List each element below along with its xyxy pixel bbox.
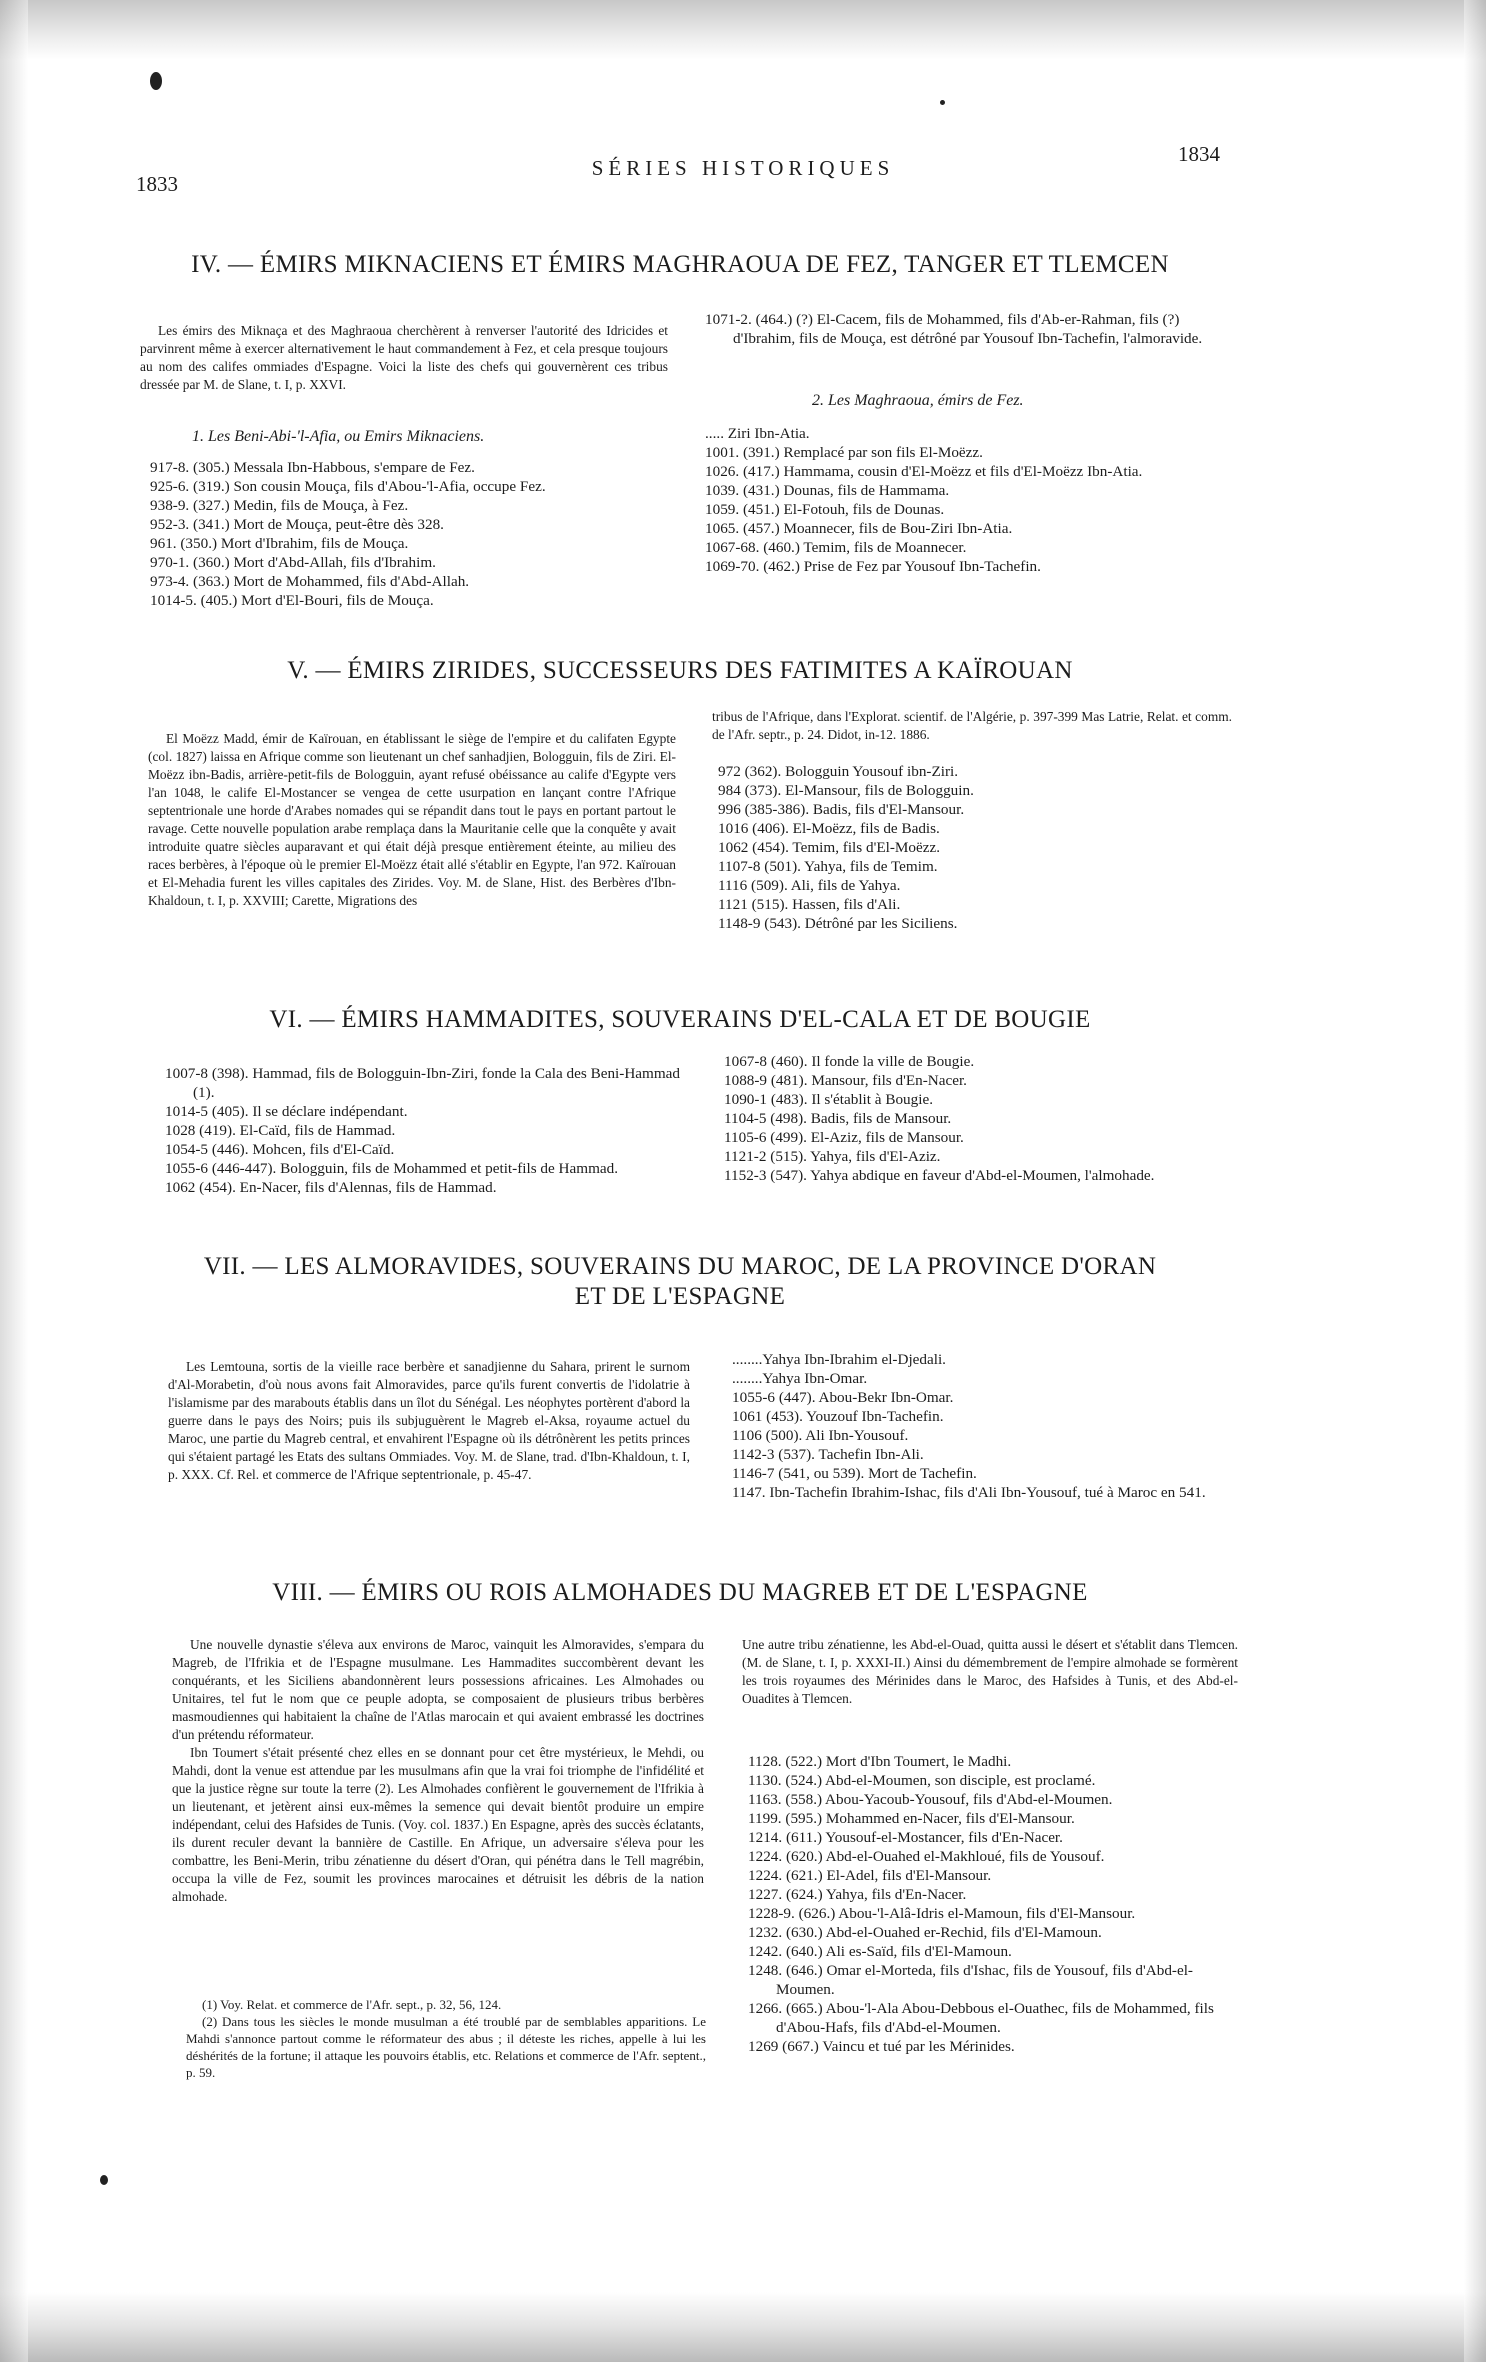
section-8-intro-right-text: Une autre tribu zénatienne, les Abd-el-Ouad, quitta aussi le désert et s'établit dans Tlemcen. (M. de Slane, t. I, p. XXXI-II.) Ainsi du démembrement de l'empire almohade se formèrent les trois royaumes des Mérinides dans le Maroc, des Hafsides à Tunis, et des Abd-el-Ouadites à Tlemcen.	[742, 1637, 1238, 1706]
list-item: 1248. (646.) Omar el-Morteda, fils d'Ishac, fils de Yousouf, fils d'Abd-el-Moumen.	[748, 1962, 1193, 1998]
section-4-list-1	[150, 458, 670, 610]
list-item: 1224. (621.) El-Adel, fils d'El-Mansour.	[748, 1867, 992, 1884]
list-item: 1224. (620.) Abd-el-Ouahed el-Makhloué, fils de Yousouf.	[748, 1848, 1105, 1865]
section-8-title: VIII. — ÉMIRS OU ROIS ALMOHADES DU MAGREB ET DE L'ESPAGNE	[272, 1579, 1088, 1606]
section-5-intro	[148, 730, 676, 910]
list-item: 938-9. (327.) Medin, fils de Mouça, à Fez.	[150, 497, 409, 514]
list-item: 1016 (406). El-Moëzz, fils de Badis.	[718, 820, 940, 837]
list-item: 1142-3 (537). Tachefin Ibn-Ali.	[732, 1446, 924, 1463]
ink-blot	[940, 100, 945, 105]
running-title: SÉRIES HISTORIQUES	[591, 156, 895, 180]
list-item: 1146-7 (541, ou 539). Mort de Tachefin.	[732, 1465, 977, 1482]
list-item: 1062 (454). Temim, fils d'El-Moëzz.	[718, 839, 940, 856]
list-item: 1104-5 (498). Badis, fils de Mansour.	[724, 1110, 952, 1127]
section-6-title: VI. — ÉMIRS HAMMADITES, SOUVERAINS D'EL-CALA ET DE BOUGIE	[269, 1006, 1091, 1033]
list-item: 984 (373). El-Mansour, fils de Bologguin.	[718, 782, 974, 799]
list-item: 1242. (640.) Ali es-Saïd, fils d'El-Mamoun.	[748, 1943, 1012, 1960]
list-item: 1199. (595.) Mohammed en-Nacer, fils d'El-Mansour.	[748, 1810, 1075, 1827]
section-4-intro-text: Les émirs des Miknaça et des Maghraoua cherchèrent à renverser l'autorité des Idricides et parvinrent même à exercer alternativement le haut commandement à Fez, et cela presque toujours au nom des califes ommiades d'Espagne. Voici la liste des chefs qui gouvernèrent ces tribus dressée par M. de Slane, t. I, p. XXVI.	[140, 323, 668, 392]
section-8-intro-paragraph-1: Une nouvelle dynastie s'éleva aux environs de Maroc, vainquit les Almoravides, s'empara du Magreb, de l'Ifrikia et de l'Espagne musulmane. Les Hammadites succombèrent devant les conquérants, et les Siciliens abandonnèrent leurs possessions africaines. Les Almohades ou Unitaires, tel fut le nom que ce peuple adopta, se composaient de plusieurs tribus berbères masmoudiennes qui habitaient la chaîne de l'Atlas marocain et qui avaient embrassé les doctrines d'un prétendu réformateur.	[172, 1637, 704, 1742]
section-4-subheading-1: 1. Les Beni-Abi-'l-Afia, ou Emirs Miknaciens.	[192, 428, 485, 445]
list-item: 1054-5 (446). Mohcen, fils d'El-Caïd.	[165, 1141, 395, 1158]
list-item: 1055-6 (447). Abou-Bekr Ibn-Omar.	[732, 1389, 954, 1406]
footnote-2: (2) Dans tous les siècles le monde musulman a été troublé par de semblables apparitions. Le Mahdi s'annonce partout comme le réformateur des abus ; il déteste les riches, appelle à lui les déshérités de la fortune; il attaque les pouvoirs établis, etc. Relations et commerce de l'Afr. septent., p. 59.	[186, 2014, 706, 2080]
section-7-intro	[168, 1358, 690, 1484]
list-item: 1014-5 (405). Il se déclare indépendant.	[165, 1103, 408, 1120]
section-4-list-2	[705, 424, 1225, 576]
ink-blot	[150, 72, 162, 90]
scan-noise-right	[1464, 0, 1486, 2362]
section-4-intro	[140, 322, 668, 394]
list-item: 1055-6 (446-447). Bologguin, fils de Mohammed et petit-fils de Hammad.	[165, 1160, 619, 1177]
list-item: 1007-8 (398). Hammad, fils de Bologguin-Ibn-Ziri, fonde la Cala des Beni-Hammad (1).	[165, 1065, 680, 1101]
list-item: 996 (385-386). Badis, fils d'El-Mansour.	[718, 801, 965, 818]
list-item: 1121-2 (515). Yahya, fils d'El-Aziz.	[724, 1148, 941, 1165]
list-item: 1065. (457.) Moannecer, fils de Bou-Ziri Ibn-Atia.	[705, 520, 1013, 537]
list-item: 1121 (515). Hassen, fils d'Ali.	[718, 896, 901, 913]
list-item: 1148-9 (543). Détrôné par les Siciliens.	[718, 915, 958, 932]
list-item: 917-8. (305.) Messala Ibn-Habbous, s'empare de Fez.	[150, 459, 475, 476]
section-7-title-line-2: ET DE L'ESPAGNE	[574, 1283, 786, 1310]
list-item: 1232. (630.) Abd-el-Ouahed er-Rechid, fils d'El-Mamoun.	[748, 1924, 1102, 1941]
list-item: 1214. (611.) Yousouf-el-Mostancer, fils d'En-Nacer.	[748, 1829, 1063, 1846]
list-item: 1128. (522.) Mort d'Ibn Toumert, le Madhi.	[748, 1753, 1012, 1770]
right-column-number: 1834	[1178, 142, 1220, 166]
list-item: 970-1. (360.) Mort d'Abd-Allah, fils d'Ibrahim.	[150, 554, 436, 571]
section-7-title-line-1: VII. — LES ALMORAVIDES, SOUVERAINS DU MAROC, DE LA PROVINCE D'ORAN	[203, 1253, 1157, 1280]
list-item: ........Yahya Ibn-Omar.	[732, 1370, 868, 1387]
list-item: 1266. (665.) Abou-'l-Ala Abou-Debbous el-Ouathec, fils de Mohammed, fils d'Abou-Hafs, fils d'Abd-el-Moumen.	[748, 2000, 1214, 2036]
section-5-title: V. — ÉMIRS ZIRIDES, SUCCESSEURS DES FATIMITES A KAÏROUAN	[287, 657, 1073, 684]
list-item: 1088-9 (481). Mansour, fils d'En-Nacer.	[724, 1072, 967, 1089]
list-item: 1014-5. (405.) Mort d'El-Bouri, fils de Mouça.	[150, 592, 434, 609]
list-item: 973-4. (363.) Mort de Mohammed, fils d'Abd-Allah.	[150, 573, 470, 590]
list-item: 1147. Ibn-Tachefin Ibrahim-Ishac, fils d'Ali Ibn-Yousouf, tué à Maroc en 541.	[732, 1484, 1206, 1501]
list-item: 1067-68. (460.) Temim, fils de Moannecer.	[705, 539, 967, 556]
section-8-list	[748, 1752, 1238, 2056]
list-item: 1227. (624.) Yahya, fils d'En-Nacer.	[748, 1886, 967, 1903]
section-5-list	[718, 762, 1228, 933]
list-item: ........Yahya Ibn-Ibrahim el-Djedali.	[732, 1351, 946, 1368]
list-item: ..... Ziri Ibn-Atia.	[705, 425, 810, 442]
scan-noise-left	[0, 0, 28, 2362]
list-item: 925-6. (319.) Son cousin Mouça, fils d'Abou-'l-Afia, occupe Fez.	[150, 478, 546, 495]
list-item: 1228-9. (626.) Abou-'l-Alâ-Idris el-Mamoun, fils d'El-Mansour.	[748, 1905, 1136, 1922]
section-5-intro-continued	[712, 708, 1232, 744]
footnote-1: (1) Voy. Relat. et commerce de l'Afr. sept., p. 32, 56, 124.	[202, 1997, 502, 2012]
section-6-list-right	[724, 1052, 1234, 1185]
ink-blot	[100, 2175, 108, 2185]
list-item: 952-3. (341.) Mort de Mouça, peut-être dès 328.	[150, 516, 444, 533]
list-item: 1269 (667.) Vaincu et tué par les Mérinides.	[748, 2038, 1015, 2055]
list-item: 1059. (451.) El-Fotouh, fils de Dounas.	[705, 501, 945, 518]
section-6-list-left	[165, 1064, 685, 1197]
scan-noise-bottom	[0, 2292, 1486, 2362]
section-4-title: IV. — ÉMIRS MIKNACIENS ET ÉMIRS MAGHRAOUA DE FEZ, TANGER ET TLEMCEN	[191, 251, 1169, 278]
list-item: 1001. (391.) Remplacé par son fils El-Moëzz.	[705, 444, 983, 461]
list-item: 1071-2. (464.) (?) El-Cacem, fils de Mohammed, fils d'Ab-er-Rahman, fils (?) d'Ibrahim, fils de Mouça, est détrôné par Yousouf Ibn-Tachefin, l'almoravide.	[705, 311, 1203, 347]
section-8-intro	[172, 1636, 704, 1906]
section-4-list-1-continued	[705, 310, 1225, 348]
list-item: 1163. (558.) Abou-Yacoub-Yousouf, fils d'Abd-el-Moumen.	[748, 1791, 1113, 1808]
section-7-title	[130, 1252, 1230, 1312]
section-5-intro-text: El Moëzz Madd, émir de Kaïrouan, en établissant le siège de l'empire et du califaten Egypte (col. 1827) laissa en Afrique comme son lieutenant un chef sanhadjien, Bologguin, fils de Ziri. El-Moëzz ibn-Badis, arrière-petit-fils de Bologguin, ayant refusé obéissance au calife d'Egypte vers l'an 1048, le calife El-Mostancer se vengea de cette usurpation en lançant contre l'Afrique septentrionale une horde d'Arabes nomades qui se répandit dans tout le pays en portant partout le ravage. Cette nouvelle population arabe remplaça dans la Mauritanie celle que la conquête y avait introduite quatre siècles auparavant et qui était déjà presque entièrement éteinte, au milieu des races berbères, à l'époque où le premier El-Moëzz était allé s'établir en Egypte, l'an 972. Kaïrouan et El-Mehadia furent les villes capitales des Zirides. Voy. M. de Slane, Hist. des Berbères d'Ibn-Khaldoun, t. I, p. XXVIII; Carette, Migrations des	[148, 731, 676, 908]
footnotes	[186, 1996, 706, 2081]
list-item: 961. (350.) Mort d'Ibrahim, fils de Mouça.	[150, 535, 409, 552]
scan-noise-top	[0, 0, 1486, 60]
list-item: 1069-70. (462.) Prise de Fez par Yousouf Ibn-Tachefin.	[705, 558, 1041, 575]
section-7-list	[732, 1350, 1232, 1502]
list-item: 1107-8 (501). Yahya, fils de Temim.	[718, 858, 938, 875]
list-item: 1062 (454). En-Nacer, fils d'Alennas, fils de Hammad.	[165, 1179, 497, 1196]
list-item: 1130. (524.) Abd-el-Moumen, son disciple, est proclamé.	[748, 1772, 1096, 1789]
left-column-number: 1833	[136, 172, 178, 196]
list-item: 1061 (453). Youzouf Ibn-Tachefin.	[732, 1408, 944, 1425]
list-item: 1028 (419). El-Caïd, fils de Hammad.	[165, 1122, 396, 1139]
section-4-subheading-2: 2. Les Maghraoua, émirs de Fez.	[812, 392, 1024, 409]
list-item: 1106 (500). Ali Ibn-Yousouf.	[732, 1427, 909, 1444]
list-item: 972 (362). Bologguin Yousouf ibn-Ziri.	[718, 763, 959, 780]
section-8-intro-right	[742, 1636, 1238, 1708]
list-item: 1026. (417.) Hammama, cousin d'El-Moëzz et fils d'El-Moëzz Ibn-Atia.	[705, 463, 1143, 480]
list-item: 1090-1 (483). Il s'établit à Bougie.	[724, 1091, 933, 1108]
list-item: 1105-6 (499). El-Aziz, fils de Mansour.	[724, 1129, 964, 1146]
list-item: 1039. (431.) Dounas, fils de Hammama.	[705, 482, 950, 499]
list-item: 1152-3 (547). Yahya abdique en faveur d'Abd-el-Moumen, l'almohade.	[724, 1167, 1155, 1184]
list-item: 1067-8 (460). Il fonde la ville de Bougie.	[724, 1053, 975, 1070]
section-5-intro-continued-text: tribus de l'Afrique, dans l'Explorat. scientif. de l'Algérie, p. 397-399 Mas Latrie, Relat. et comm. de l'Afr. septr., p. 24. Didot, in-12. 1886.	[712, 709, 1232, 742]
section-8-intro-paragraph-2: Ibn Toumert s'était présenté chez elles en se donnant pour cet être mystérieux, le Mehdi, ou Mahdi, dont la venue est attendue par les musulmans afin que la vrai foi triomphe de l'infidélité et que la justice règne sur toute la terre (2). Les Almohades confièrent le gouvernement de l'Ifrikia à un lieutenant, et jetèrent ainsi eux-mêmes la semence qui devait bientôt produire un empire indépendant, celui des Hafsides de Tunis. (Voy. col. 1837.) En Espagne, après des succès éclatants, ils durent reculer devant la bannière de Castille. En Afrique, un adversaire s'éleva pour les combattre, les Beni-Merin, tribu zénatienne du désert d'Oran, qui pénétra dans le Tell magrébin, occupa la ville de Fez, soumit les provinces marocaines et détruisit les débris de la nation almohade.	[172, 1745, 704, 1904]
list-item: 1116 (509). Ali, fils de Yahya.	[718, 877, 901, 894]
section-7-intro-text: Les Lemtouna, sortis de la vieille race berbère et sanadjienne du Sahara, prirent le surnom d'Al-Morabetin, d'où nous avons fait Almoravides, parce qu'ils furent convertis de l'idolatrie à l'islamisme par des marabouts établis dans un îlot du Sénégal. Les néophytes portèrent d'abord la guerre dans le pays des Noirs; puis ils subjuguèrent le Magreb el-Aksa, royaume actuel du Maroc, une partie du Magreb central, et envahirent l'Espagne où ils détrônèrent les petits princes qui s'étaient partagé les Etats des sultans Ommiades. Voy. M. de Slane, trad. d'Ibn-Khaldoun, t. I, p. XXX. Cf. Rel. et commerce de l'Afrique septentrionale, p. 45-47.	[168, 1359, 690, 1482]
